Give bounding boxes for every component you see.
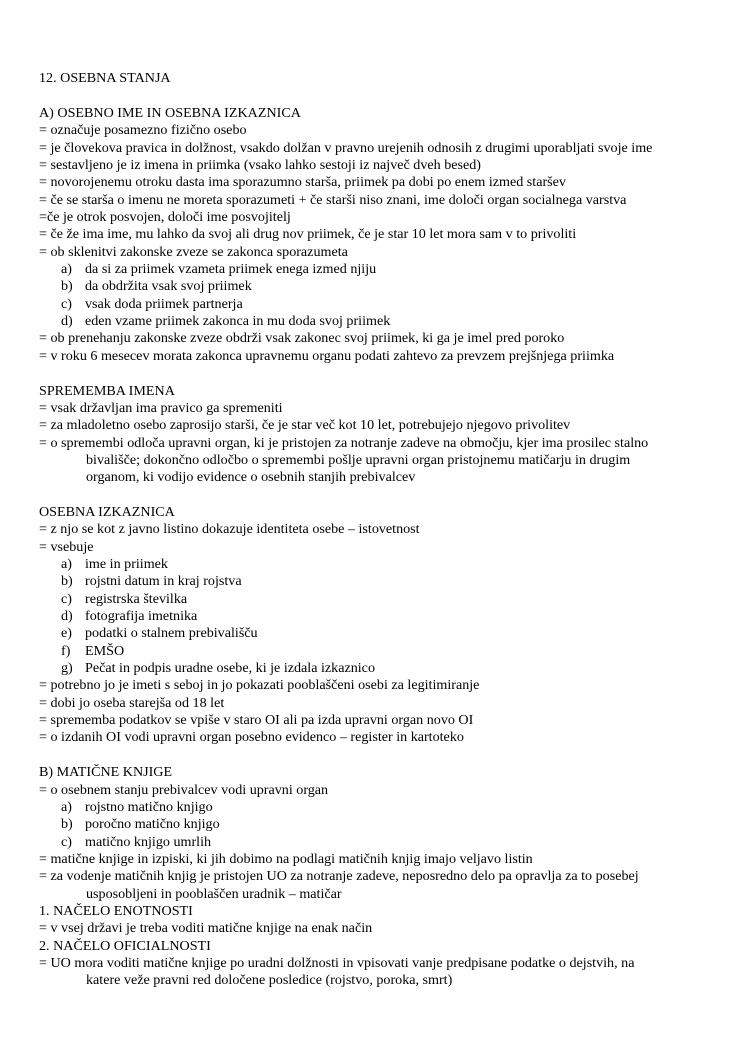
list-item-label: f) — [61, 643, 71, 659]
list-item-label: a) — [61, 556, 72, 572]
text-line: = če se starša o imenu ne moreta sporazumeti + če starši niso znani, ime določi organ socialnega varstva — [39, 192, 627, 208]
list-item-text: ime in priimek — [85, 556, 168, 572]
list-item-label: c) — [61, 591, 72, 607]
text-line: = v vsej državi je treba voditi matične knjige na enak način — [39, 920, 373, 936]
list-item-text: da si za priimek vzameta priimek enega izmed njiju — [85, 261, 377, 277]
list-item-text: podatki o stalnem prebivališču — [85, 625, 258, 641]
list-item-text: rojstno matično knjigo — [85, 799, 213, 815]
text-line: = potrebno jo je imeti s seboj in jo pokazati pooblaščeni osebi za legitimiranje — [39, 677, 480, 693]
list-item-label: d) — [61, 313, 73, 329]
list-item — [61, 834, 211, 851]
list-item-text: vsak doda priimek partnerja — [85, 296, 243, 312]
list-item-text: registrska številka — [85, 591, 188, 607]
sprememba-imena-heading: SPREMEMBA IMENA — [39, 383, 175, 399]
page-title: 12. OSEBNA STANJA — [39, 70, 171, 86]
list-item-label: g) — [61, 660, 73, 676]
list-item — [61, 816, 220, 833]
list-item-label: a) — [61, 799, 72, 815]
text-line-continuation: katere veže pravni red določene posledice (rojstvo, poroka, smrt) — [86, 972, 453, 988]
osebna-izkaznica-heading: OSEBNA IZKAZNICA — [39, 504, 175, 520]
list-item-label: b) — [61, 573, 73, 589]
text-line: = o spremembi odloča upravni organ, ki je pristojen za notranje zadeve na območju, kjer ima prosilec stalno — [39, 435, 649, 451]
text-line: = dobi jo oseba starejša od 18 let — [39, 695, 225, 711]
text-line: = ob prenehanju zakonske zveze obdrži vsak zakonec svoj priimek, ki ga je imel pred poroko — [39, 330, 565, 346]
list-item-label: c) — [61, 834, 72, 850]
list-item — [61, 296, 243, 313]
text-line: = vsak državljan ima pravico ga spremeniti — [39, 400, 283, 416]
list-item — [61, 573, 242, 590]
text-line: = matične knjige in izpiski, ki jih dobimo na podlagi matičnih knjig imajo veljavo listin — [39, 851, 533, 867]
list-item-label: b) — [61, 278, 73, 294]
text-line: = z njo se kot z javno listino dokazuje identiteta osebe – istovetnost — [39, 521, 420, 537]
section-b-heading: B) MATIČNE KNJIGE — [39, 764, 173, 780]
text-line: = novorojenemu otroku dasta ima sporazumno starša, priimek pa dobi po enem izmed staršev — [39, 174, 566, 190]
list-item-text: da obdržita vsak svoj priimek — [85, 278, 252, 294]
text-line: = za vodenje matičnih knjig je pristojen UO za notranje zadeve, neposredno delo pa opravlja za to posebej — [39, 868, 639, 884]
list-item — [61, 313, 390, 330]
principle-heading: 2. NAČELO OFICIALNOSTI — [39, 938, 211, 954]
text-line: = sprememba podatkov se vpiše v staro OI ali pa izda upravni organ novo OI — [39, 712, 474, 728]
list-item-label: a) — [61, 261, 72, 277]
text-line: = če že ima ime, mu lahko da svoj ali drug nov priimek, če je star 10 let mora sam v to privoliti — [39, 226, 577, 242]
text-line-continuation: organom, ki vodijo evidence o osebnih stanjih prebivalcev — [86, 469, 416, 485]
text-line: = v roku 6 mesecev morata zakonca upravnemu organu podati zahtevo za prevzem prejšnjega priimka — [39, 348, 615, 364]
text-line: = je človekova pravica in dolžnost, vsakdo dolžan v pravno urejenih odnosih z drugimi uporabljati svoje ime — [39, 140, 653, 156]
text-line: = ob sklenitvi zakonske zveze se zakonca sporazumeta — [39, 244, 348, 260]
list-item-text: eden vzame priimek zakonca in mu doda svoj priimek — [85, 313, 391, 329]
list-item — [61, 556, 168, 573]
list-item — [61, 608, 197, 625]
text-line: = sestavljeno je iz imena in priimka (vsako lahko sestoji iz največ dveh besed) — [39, 157, 481, 173]
list-item — [61, 643, 124, 660]
list-item-text: rojstni datum in kraj rojstva — [85, 573, 242, 589]
text-line: = UO mora voditi matične knjige po uradni dolžnosti in vpisovati vanje predpisane podatke o dejstvih, na — [39, 955, 635, 971]
text-line-continuation: usposobljeni in pooblaščen uradnik – matičar — [86, 886, 342, 902]
list-item-label: b) — [61, 816, 73, 832]
list-item-text: poročno matično knjigo — [85, 816, 220, 832]
text-line: = o osebnem stanju prebivalcev vodi upravni organ — [39, 782, 329, 798]
list-item-label: d) — [61, 608, 73, 624]
principle-heading: 1. NAČELO ENOTNOSTI — [39, 903, 193, 919]
list-item-text: Pečat in podpis uradne osebe, ki je izdala izkaznico — [85, 660, 375, 676]
text-line: = označuje posamezno fizično osebo — [39, 122, 247, 138]
text-line-continuation: bivališče; dokončno odločbo o spremembi pošlje upravni organ pristojnemu matičarju in drugim — [86, 452, 631, 468]
list-item-text: matično knjigo umrlih — [85, 834, 212, 850]
list-item — [61, 591, 187, 608]
list-item-text: EMŠO — [85, 643, 125, 659]
text-line: = za mladoletno osebo zaprosijo starši, če je star več kot 10 let, potrebujejo njegovo privolitev — [39, 417, 571, 433]
list-item — [61, 625, 258, 642]
list-item-label: c) — [61, 296, 72, 312]
list-item — [61, 799, 213, 816]
list-item — [61, 660, 375, 677]
text-line: =če je otrok posvojen, določi ime posvojitelj — [39, 209, 291, 225]
list-item — [61, 261, 376, 278]
list-item-text: fotografija imetnika — [85, 608, 198, 624]
list-item — [61, 278, 252, 295]
text-line: = o izdanih OI vodi upravni organ posebno evidenco – register in kartoteko — [39, 729, 464, 745]
section-a-heading: A) OSEBNO IME IN OSEBNA IZKAZNICA — [39, 105, 301, 121]
list-item-label: e) — [61, 625, 72, 641]
text-line: = vsebuje — [39, 539, 94, 555]
